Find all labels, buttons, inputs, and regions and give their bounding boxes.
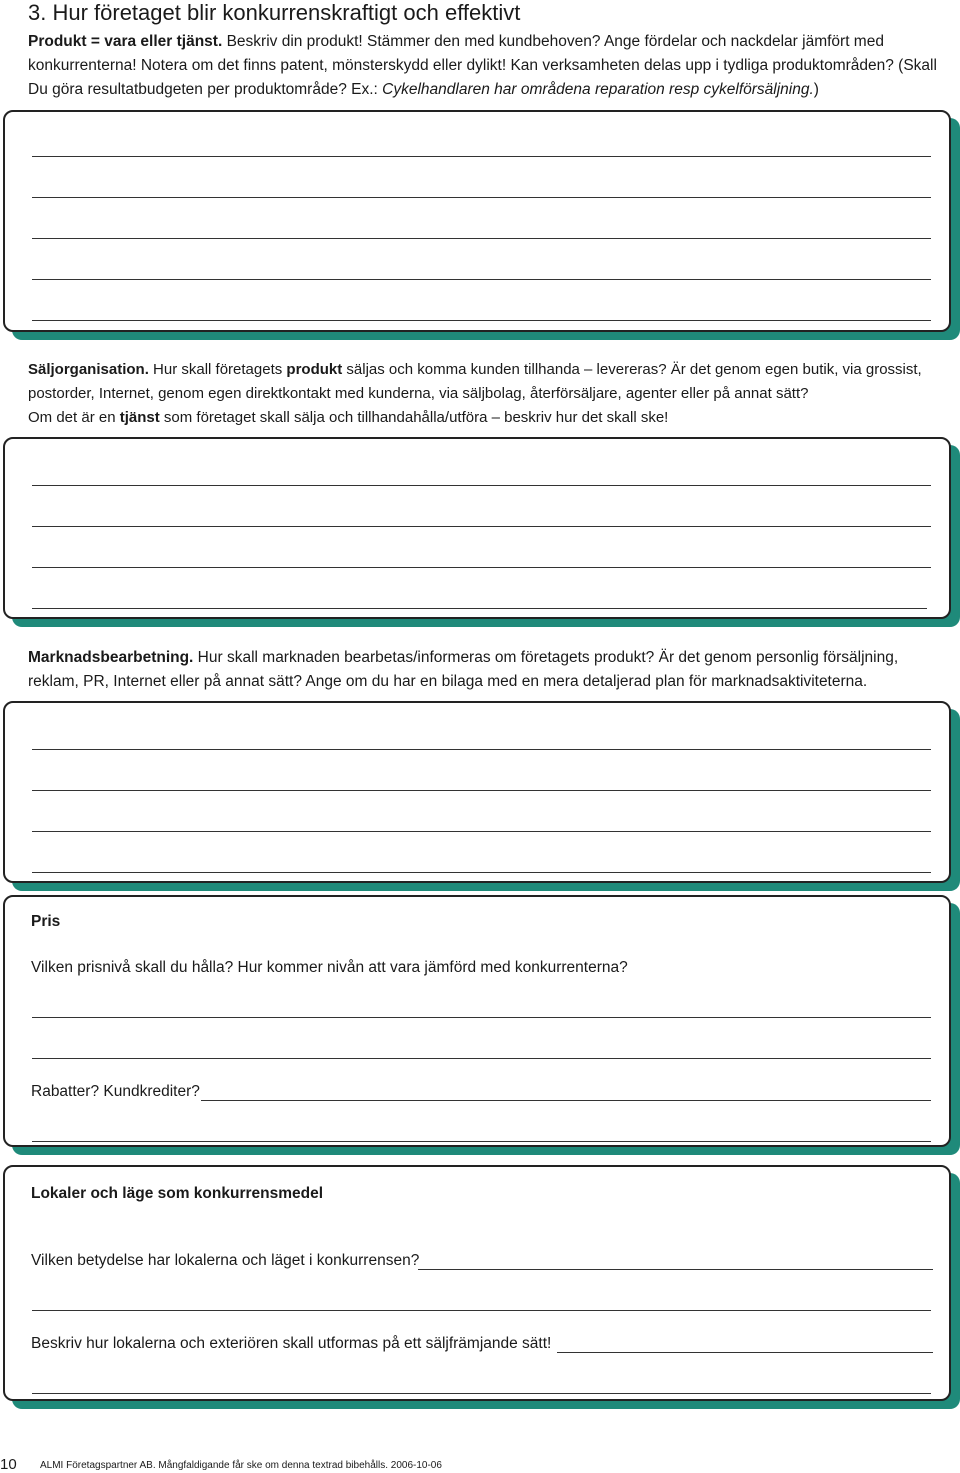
pris-question-2: Rabatter? Kundkrediter? [31,1083,200,1100]
answer-line[interactable] [32,197,931,198]
answer-line[interactable] [32,872,931,873]
marknad-text: Hur skall marknaden bearbetas/informeras om företagets produkt? Är det genom personlig försäljning, reklam, PR, Internet eller på annat sätt? Ange om du har en bilaga med en mera detaljerad plan för marknadsaktiviteterna. [28,649,899,690]
pris-title: Pris [31,913,61,930]
pris-box[interactable] [3,895,951,1147]
saljorg-label: Säljorganisation. [28,361,149,378]
answer-line[interactable] [32,238,931,239]
produkt-answer-box[interactable] [3,110,951,332]
saljorg-text-2: säljas och komma kunden tillhanda – levereras? Är det genom egen butik, via grossist, postorder, Internet, genom egen direktkontakt med kunderna, via säljbolag, återförsäljare, agenter eller på annat sätt? [28,361,922,402]
lokaler-title: Lokaler och läge som konkurrensmedel [31,1185,324,1202]
answer-line[interactable] [32,831,931,832]
page-number: 10 [0,1456,17,1473]
pris-question-1: Vilken prisnivå skall du hålla? Hur kommer nivån att vara jämförd med konkurrenterna? [31,959,628,976]
saljorg-tjanst: tjänst [119,409,160,426]
saljorg-paragraph [28,358,940,430]
answer-line[interactable] [32,485,931,486]
answer-line[interactable] [32,1058,931,1059]
answer-line[interactable] [418,1269,933,1270]
produkt-label: Produkt = vara eller tjänst. [28,33,223,50]
answer-line[interactable] [32,567,931,568]
footer-text: ALMI Företagspartner AB. Mångfaldigande får ske om denna textrad bibehålls. 2006-10-06 [40,1460,442,1471]
answer-line[interactable] [32,749,931,750]
answer-line[interactable] [32,608,927,609]
lokaler-box[interactable] [3,1165,951,1401]
produkt-paragraph [28,30,940,102]
saljorg-answer-box[interactable] [3,437,951,619]
answer-line[interactable] [32,1017,931,1018]
saljorg-text-4: som företaget skall sälja och tillhandahålla/utföra – beskriv hur det skall ske! [159,409,669,426]
answer-line[interactable] [32,526,931,527]
answer-line[interactable] [32,320,931,321]
answer-line[interactable] [557,1352,933,1353]
answer-line[interactable] [32,1141,931,1142]
saljorg-produkt: produkt [286,361,343,378]
saljorg-text-3: Om det är en [28,409,120,426]
marknad-label: Marknadsbearbetning. [28,649,194,666]
marknad-answer-box[interactable] [3,701,951,883]
lokaler-question-1: Vilken betydelse har lokalerna och läget i konkurrensen? [31,1252,420,1269]
page-heading: 3. Hur företaget blir konkurrenskraftigt och effektivt [28,0,521,25]
answer-line[interactable] [32,1310,931,1311]
produkt-example: Cykelhandlaren har områdena reparation resp cykelförsäljning. [377,81,814,98]
answer-line[interactable] [32,156,931,157]
produkt-text: Beskriv din produkt! Stämmer den med kundbehoven? Ange fördelar och nackdelar jämfört med konkurrenterna! Notera om det finns patent, mönsterskydd eller dylikt! Kan verksamheten delas upp i tydliga produktområden? (Skall Du göra resultatbudgeten per produktområde? Ex.: [28,33,937,98]
marknad-paragraph [28,646,940,694]
produkt-end: ) [813,81,819,98]
answer-line[interactable] [32,279,931,280]
answer-line[interactable] [201,1100,931,1101]
answer-line[interactable] [32,790,931,791]
saljorg-text-1: Hur skall företagets [148,361,287,378]
lokaler-question-2: Beskriv hur lokalerna och exteriören skall utformas på ett säljfrämjande sätt! [31,1335,552,1352]
answer-line[interactable] [32,1393,931,1394]
